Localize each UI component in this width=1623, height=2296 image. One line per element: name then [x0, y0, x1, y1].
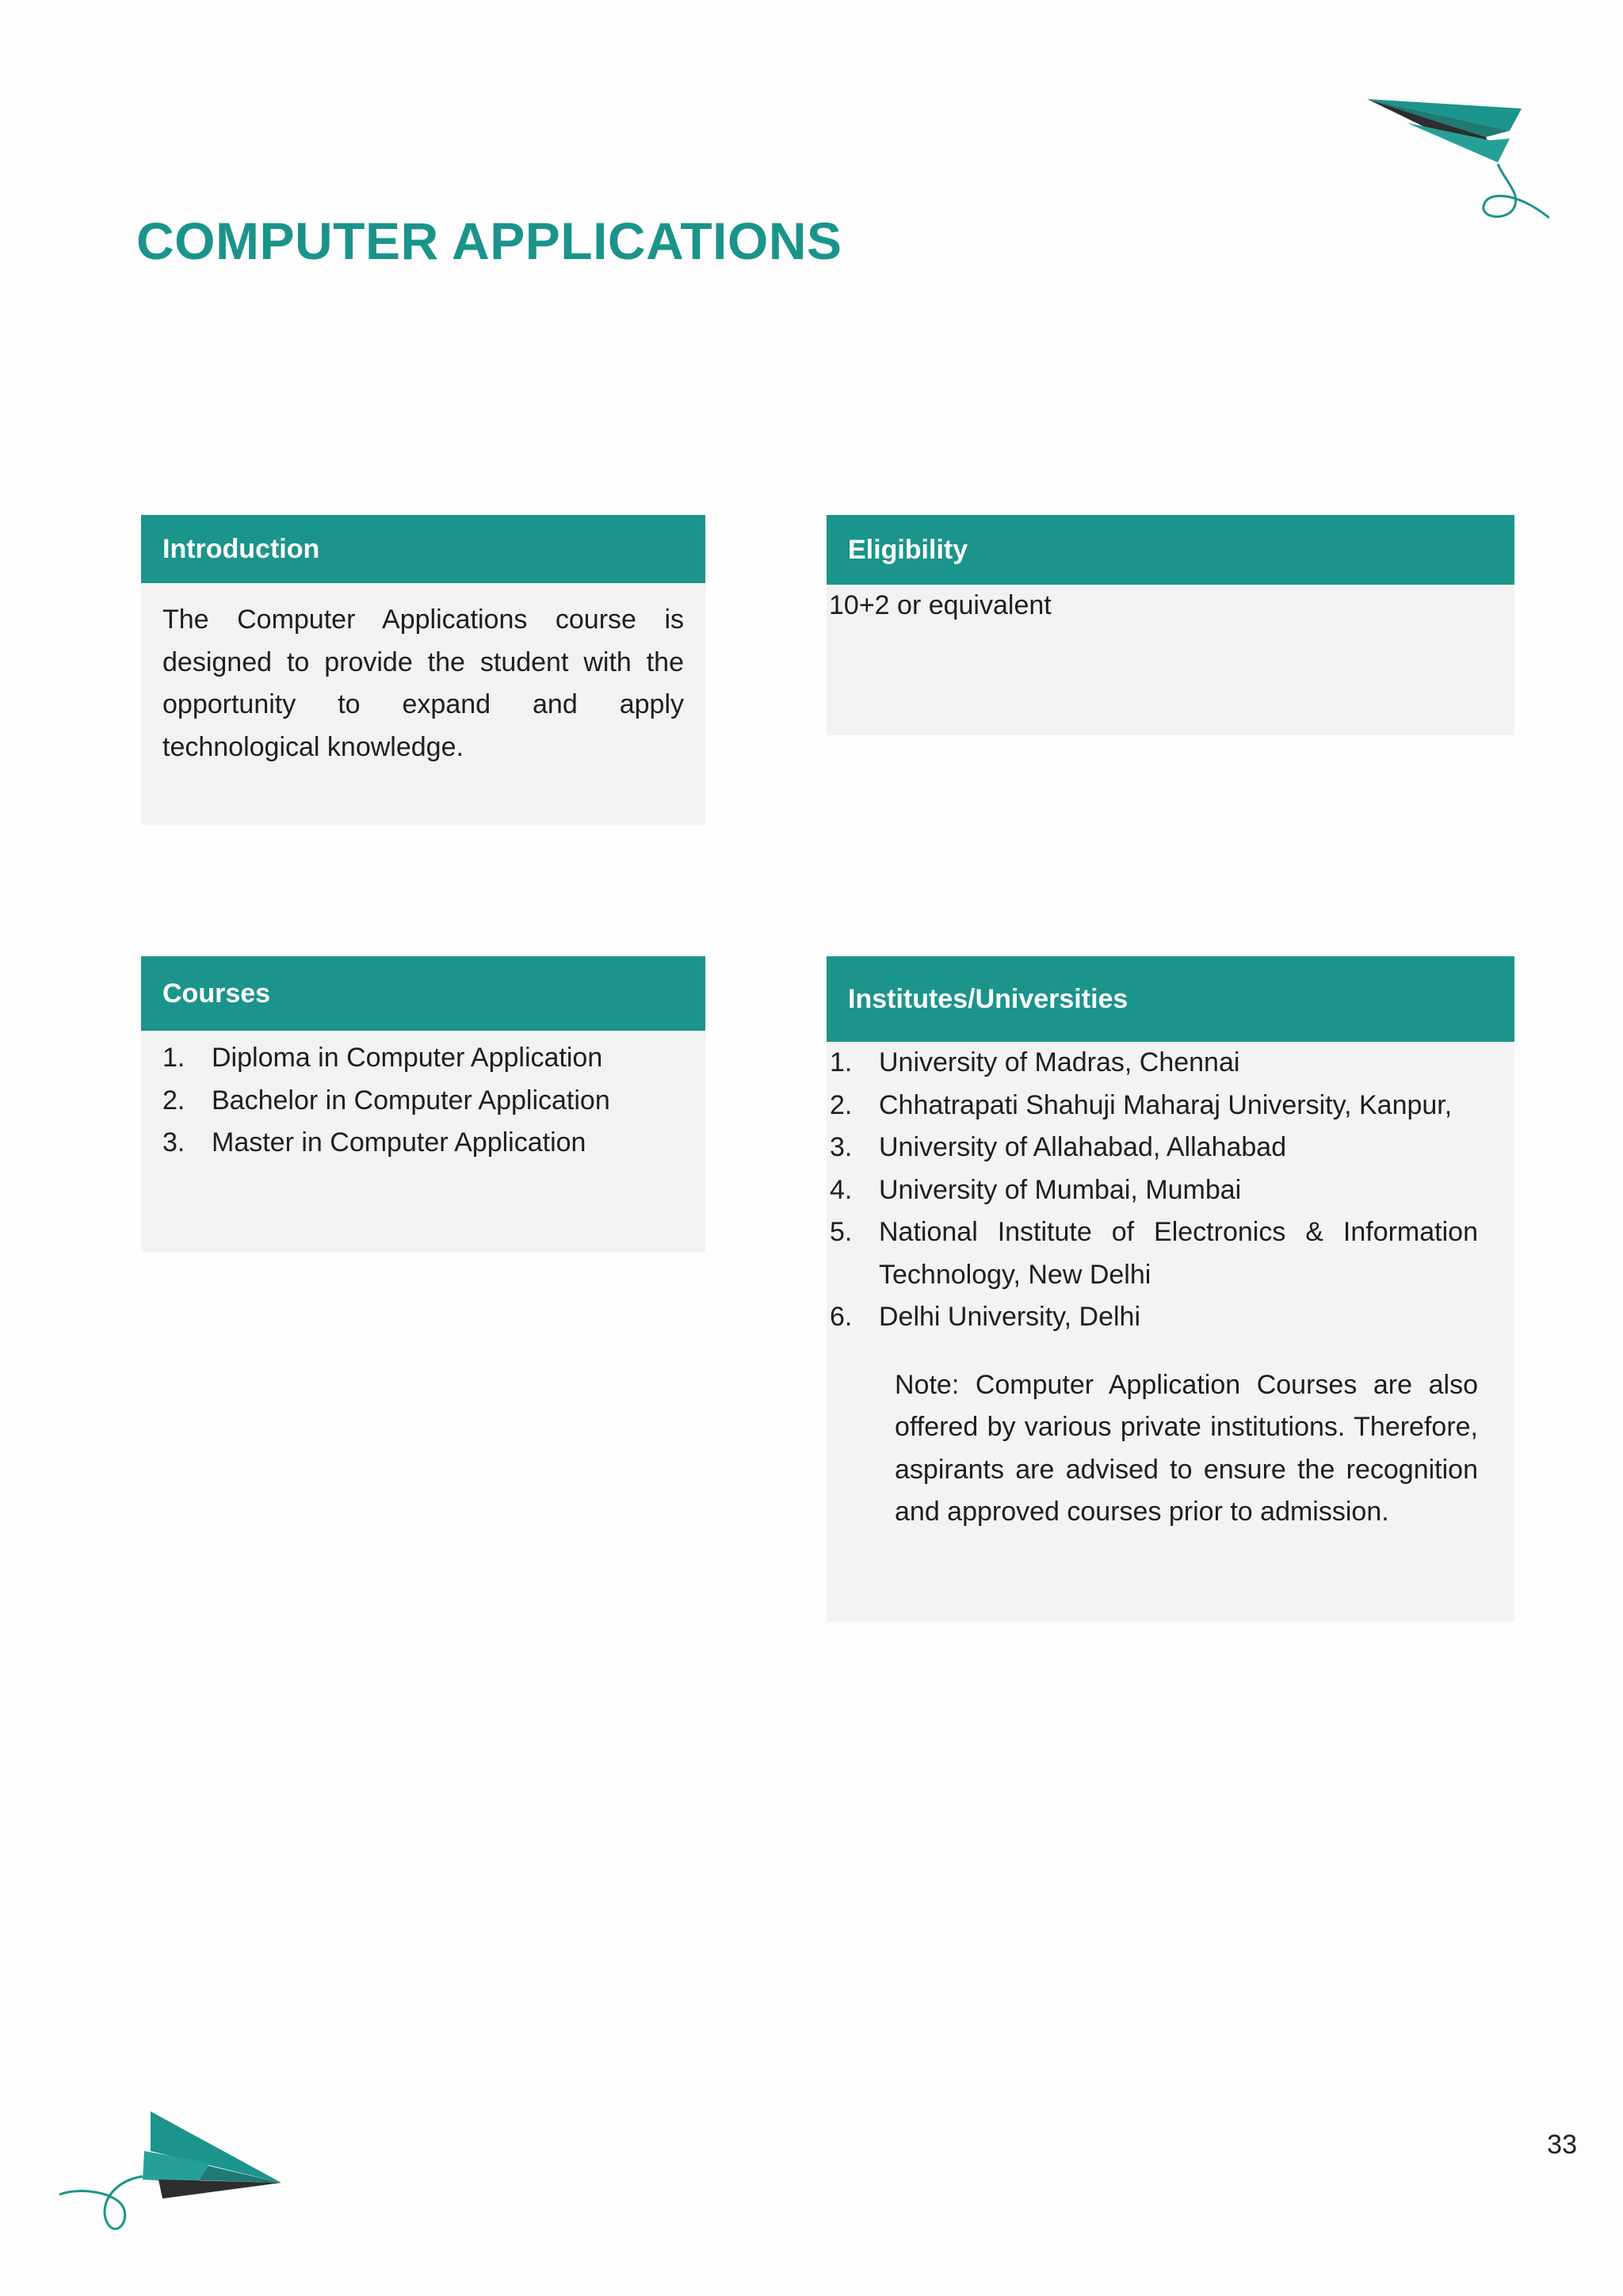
list-item-text: National Institute of Electronics & Information Technology, New Delhi: [879, 1217, 1478, 1290]
introduction-body: [141, 583, 705, 825]
list-item: [162, 1037, 684, 1080]
list-item-text: Delhi University, Delhi: [879, 1302, 1141, 1332]
courses-card: [141, 956, 705, 1252]
list-item: [830, 1296, 1478, 1339]
paper-plane-icon: [55, 2103, 293, 2246]
list-item: [162, 1122, 684, 1165]
list-number: 2.: [162, 1085, 185, 1116]
list-item: [830, 1169, 1478, 1212]
institutes-note: Note: Computer Application Courses are also offered by various private institutions. Therefore, aspirants are advised to ensure the recognition and approved courses prior to admission.: [895, 1369, 1478, 1527]
institutes-heading: Institutes/Universities: [827, 956, 1514, 1042]
list-item-text: University of Allahabad, Allahabad: [879, 1132, 1287, 1162]
page-number: 33: [1547, 2130, 1577, 2160]
eligibility-text: 10+2 or equivalent: [829, 590, 1052, 620]
courses-body: [141, 1031, 705, 1252]
list-item-text: Master in Computer Application: [212, 1127, 586, 1158]
list-item-text: Bachelor in Computer Application: [212, 1085, 610, 1116]
courses-list: [162, 1037, 684, 1165]
list-item: [830, 1127, 1478, 1169]
list-item: [830, 1042, 1478, 1085]
list-number: 1.: [830, 1047, 853, 1077]
institutes-list: [830, 1042, 1478, 1339]
list-number: 3.: [830, 1132, 853, 1162]
list-item-text: Chhatrapati Shahuji Maharaj University, Kanpur,: [879, 1089, 1453, 1120]
list-number: 1.: [162, 1043, 185, 1073]
list-item: [830, 1085, 1478, 1127]
eligibility-card: [827, 515, 1514, 735]
list-item: [162, 1080, 684, 1123]
list-item-text: University of Mumbai, Mumbai: [879, 1174, 1242, 1205]
list-number: 5.: [830, 1217, 853, 1247]
page-title: COMPUTER APPLICATIONS: [136, 212, 842, 270]
list-item-text: University of Madras, Chennai: [879, 1047, 1240, 1077]
list-number: 6.: [830, 1302, 853, 1332]
introduction-text: The Computer Applications course is designed to provide the student with the opportunity to expand and apply technological knowledge.: [162, 605, 684, 762]
eligibility-body: [827, 585, 1514, 735]
list-item: [830, 1211, 1478, 1296]
introduction-heading: Introduction: [141, 515, 705, 583]
courses-heading: Courses: [141, 956, 705, 1031]
list-number: 2.: [830, 1089, 853, 1120]
institutes-card: [827, 956, 1514, 1622]
introduction-card: [141, 515, 705, 825]
eligibility-heading: Eligibility: [827, 515, 1514, 585]
list-number: 4.: [830, 1174, 853, 1205]
list-item-text: Diploma in Computer Application: [212, 1043, 603, 1073]
list-number: 3.: [162, 1127, 185, 1158]
paper-plane-icon: [1359, 91, 1549, 234]
institutes-body: [827, 1042, 1514, 1622]
